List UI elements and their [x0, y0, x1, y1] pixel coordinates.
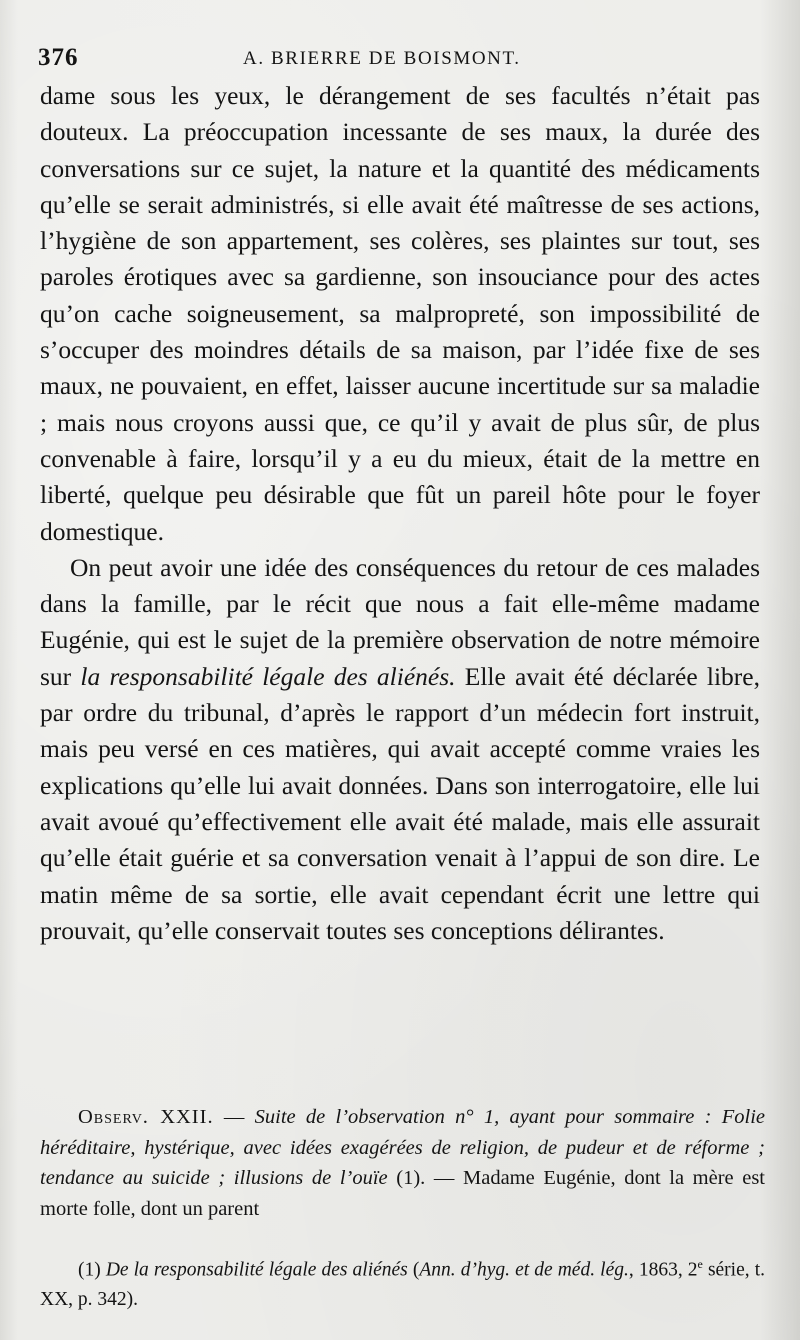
observation-text: — Madame Eugénie, dont la mère est morte folle, dont un parent: [40, 1167, 766, 1220]
observation-dash: —: [213, 1106, 255, 1128]
footnote-superscript: e: [697, 1257, 703, 1271]
paragraph-2-text-b: Elle avait été déclarée libre, par ordre du tribunal, d’après le rapport d’un médecin fort instruit, mais peu versé en ces matières, qui avait accepté comme vraies les explications qu’elle lui avait données. Dans son interrogatoire, elle lui avait avoué qu’effectivement elle avait été malade, mais elle assurait qu’elle était guérie et sa conversation venait à l’appui de son dire. Le matin même de sa sortie, elle avait cependant écrit une lettre qui prouvait, qu’elle conservait toutes ses conceptions délirantes.: [40, 661, 760, 945]
main-text: [40, 78, 760, 949]
page-header: [38, 38, 768, 78]
running-head: A. BRIERRE DE BOISMONT.: [243, 48, 521, 69]
observation-paragraph: [40, 1102, 765, 1224]
paragraph-2-text-a: On peut avoir une idée des conséquences du retour de ces malades dans la famille, par le récit que nous a fait elle-même madame Eugénie, qui est le sujet de la première observation de notre mémoire sur: [40, 552, 760, 691]
footnote-source-rest-1: , 1863, 2: [628, 1259, 698, 1281]
footnote-marker: (1): [78, 1259, 106, 1281]
observation-label: Observ. XXII.: [78, 1106, 214, 1128]
footnote-paragraph: [40, 1250, 765, 1315]
footnote-source-open: (: [407, 1259, 420, 1281]
observation-block: [40, 1102, 765, 1224]
page-number: 376: [38, 44, 79, 71]
paragraph-2-italic-title: la responsabilité légale des aliénés.: [80, 661, 456, 691]
footnote-title: De la responsabilité légale des aliénés: [105, 1259, 408, 1281]
paragraph-2: [40, 550, 760, 949]
observation-note-ref: (1).: [387, 1167, 426, 1189]
paragraph-1: dame sous les yeux, le dérangement de ses facultés n’était pas douteux. La préoccupation incessante de ses maux, la durée des conversations sur ce sujet, la nature et la quantité des médicaments qu’elle se serait administrés, si elle avait été maîtresse de ses actions, l’hygiène de son appartement, ses colères, ses plaintes sur tout, ses paroles érotiques avec sa gardienne, son insouciance pour des actes qu’on cache soigneusement, sa malpropreté, son impossibilité de s’occuper des moindres détails de sa maison, par l’idée fixe de ses maux, ne pouvaient, en effet, laisser aucune incertitude sur sa maladie ; mais nous croyons aussi que, ce qu’il y avait de plus sûr, de plus convenable à faire, lorsqu’il y a eu du mieux, était de la mettre en liberté, quelque peu désirable que fût un pareil hôte pour le foyer domestique.: [40, 81, 760, 546]
footnote-source-rest-2: série, t. XX, p. 342).: [40, 1259, 765, 1310]
footnote-source: Ann. d’hyg. et de méd. lég.: [419, 1259, 629, 1281]
footnote: [40, 1250, 765, 1315]
observation-summary: Suite de l’observation n° 1, ayant pour sommaire : Folie héréditaire, hystérique, avec idées exagérées de religion, de pudeur et de réforme ; tendance au suicide ; illusions de l’ouïe: [40, 1106, 765, 1189]
